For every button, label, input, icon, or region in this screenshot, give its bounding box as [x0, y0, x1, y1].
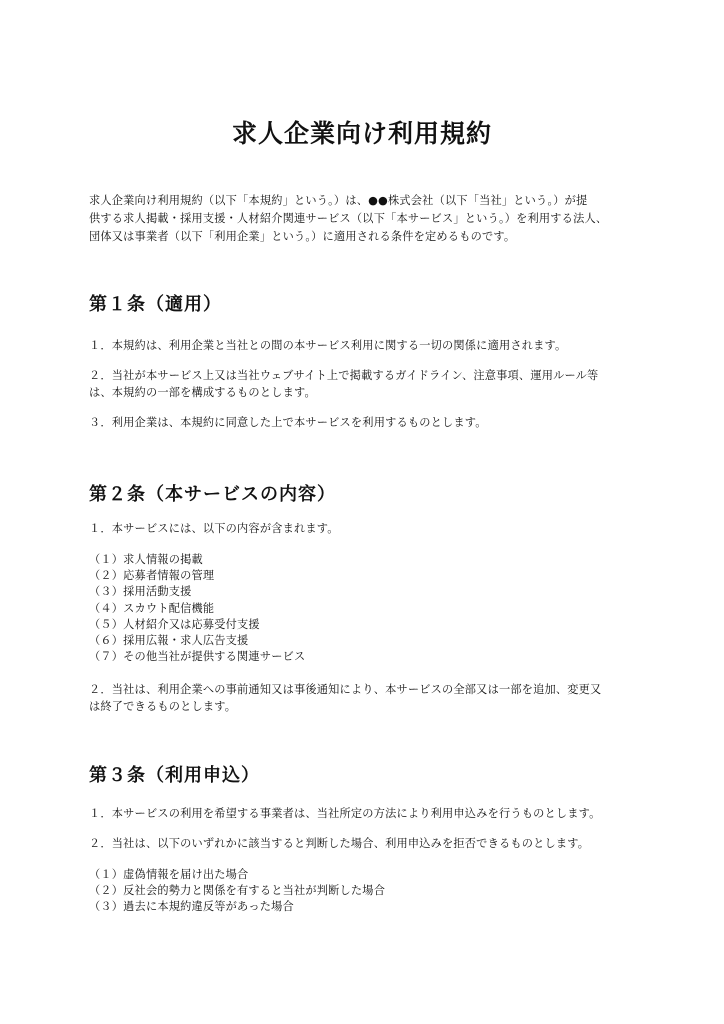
- clause-line: １．本規約は、利用企業と当社との間の本サービス利用に関する一切の関係に適用されます。: [89, 339, 567, 352]
- list-item: （６）採用広報・求人広告支援: [89, 634, 249, 648]
- intro-line: 団体又は事業者（以下「利用企業」という。）に適用される条件を定めるものです。: [89, 230, 516, 243]
- article-3-rejection-list: [89, 867, 385, 916]
- article-1-clause-3: [89, 414, 649, 431]
- intro-line: 供する求人掲載・採用支援・人材紹介関連サービス（以下「本サービス」という。）を利用する法人、: [89, 212, 608, 225]
- list-item: （２）応募者情報の管理: [89, 569, 215, 583]
- article-2-clause-2: [89, 681, 649, 715]
- article-3-clause-1: [89, 805, 649, 822]
- list-item: （７）その他当社が提供する関連サービス: [89, 650, 306, 664]
- clause-line: は終了できるものとします。: [89, 700, 237, 713]
- clause-line: ２．当社が本サービス上又は当社ウェブサイト上で掲載するガイドライン、注意事項、運用ルール等: [89, 369, 599, 382]
- clause-line: １．本サービスの利用を希望する事業者は、当社所定の方法により利用申込みを行うものとします。: [89, 807, 601, 820]
- article-3-clause-2: [89, 835, 649, 852]
- article-1-heading: 第１条（適用）: [89, 294, 222, 315]
- article-2-heading: 第２条（本サービスの内容）: [89, 484, 336, 505]
- list-item: （３）採用活動支援: [89, 585, 192, 599]
- document-title: 求人企業向け利用規約: [231, 119, 492, 148]
- intro-line: 求人企業向け利用規約（以下「本規約」という。）は、●●株式会社（以下「当社」という。）が提: [89, 194, 588, 207]
- intro-paragraph: [89, 192, 649, 246]
- clause-line: ２．当社は、利用企業への事前通知又は事後通知により、本サービスの全部又は一部を追加、変更又: [89, 683, 602, 696]
- clause-line: ２．当社は、以下のいずれかに該当すると判断した場合、利用申込みを拒否できるものとします。: [89, 837, 590, 850]
- article-1-clause-1: [89, 337, 649, 354]
- article-1-clause-2: [89, 367, 649, 401]
- clause-line: １．本サービスには、以下の内容が含まれます。: [89, 522, 339, 535]
- list-item: （１）求人情報の掲載: [89, 553, 203, 566]
- list-item: （２）反社会的勢力と関係を有すると当社が判断した場合: [89, 884, 386, 898]
- article-3-heading: 第３条（利用申込）: [89, 765, 260, 786]
- clause-line: ３．利用企業は、本規約に同意した上で本サービスを利用するものとします。: [89, 416, 487, 429]
- list-item: （３）過去に本規約違反等があった場合: [89, 900, 294, 914]
- list-item: （１）虚偽情報を届け出た場合: [89, 868, 249, 881]
- list-item: （４）スカウト配信機能: [89, 601, 215, 615]
- article-2-service-list: [89, 552, 305, 665]
- clause-line: は、本規約の一部を構成するものとします。: [89, 386, 316, 399]
- list-item: （５）人材紹介又は応募受付支援: [89, 617, 260, 631]
- article-2-clause-1: [89, 520, 649, 537]
